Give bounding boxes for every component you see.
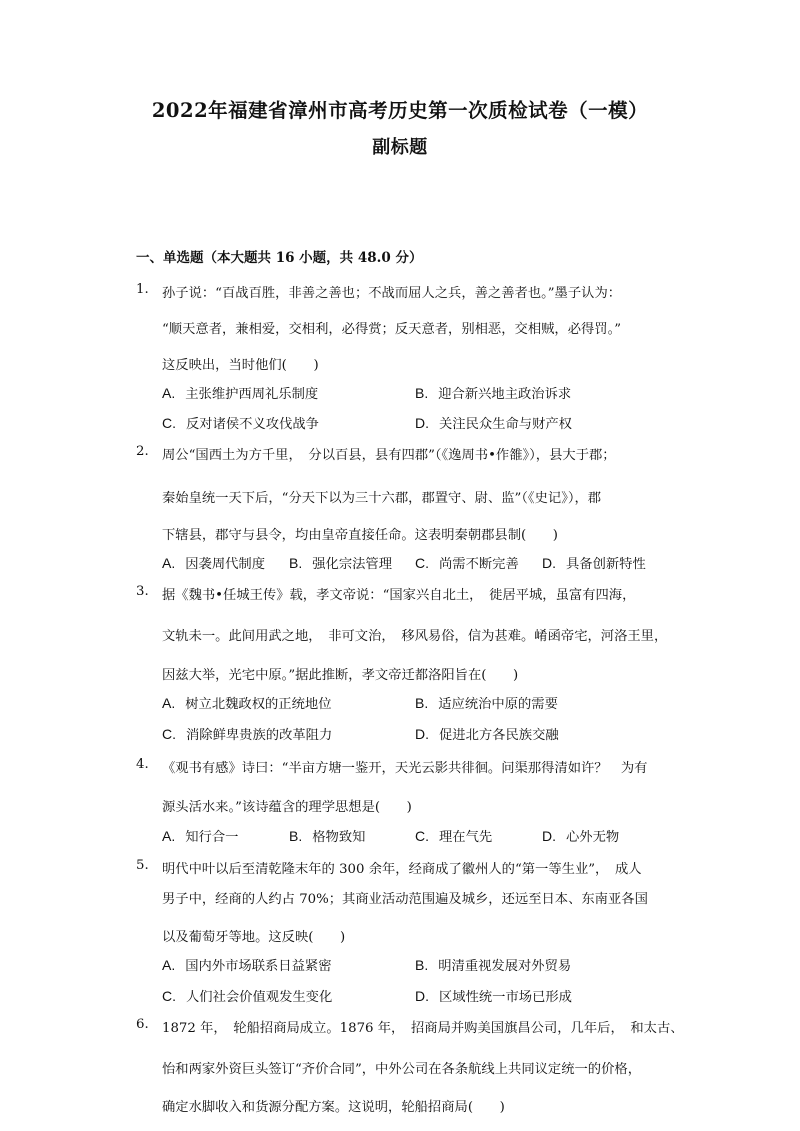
question-text-line: 男子中，经商的人约占 70%；其商业活动范围遍及城乡，还远至日本、东南亚各国 xyxy=(162,892,648,907)
option-letter: D. xyxy=(415,726,429,742)
question-text-line: 周公“国西土为方千里， 分以百县，县有四郡”（《逸周书•作雒》），县大于郡； xyxy=(162,448,616,463)
option-letter: D. xyxy=(542,828,556,844)
question-text-line: 因兹大举，光宅中原。”据此推断，孝文帝迁都洛阳旨在( ) xyxy=(162,668,519,683)
question-text-line: 确定水脚收入和货源分配方案。这说明，轮船招商局( ) xyxy=(162,1100,505,1115)
option-letter: C. xyxy=(415,828,429,844)
option-letter: C. xyxy=(162,988,176,1004)
option-letter: A. xyxy=(162,695,176,711)
option-text: 反对诸侯不义攻伐战争 xyxy=(186,417,319,432)
option-letter: A. xyxy=(162,828,176,844)
answer-option[interactable] xyxy=(542,553,646,572)
answer-option[interactable] xyxy=(415,383,571,402)
option-letter: C. xyxy=(162,415,176,431)
option-text: 适应统治中原的需要 xyxy=(438,697,558,712)
option-text: 树立北魏政权的正统地位 xyxy=(185,697,332,712)
answer-option[interactable] xyxy=(415,553,519,572)
option-letter: D. xyxy=(415,415,429,431)
option-text: 关注民众生命与财产权 xyxy=(439,417,572,432)
question-text-line: “顺天意者，兼相爱，交相利，必得赏；反天意者，别相恶，交相贼，必得罚。” xyxy=(162,322,622,337)
question-text-line: 怡和两家外资巨头签订“齐价合同”，中外公司在各条航线上共同议定统一的价格， xyxy=(162,1062,641,1077)
option-letter: A. xyxy=(162,957,176,973)
option-text: 因袭周代制度 xyxy=(185,557,266,572)
option-letter: B. xyxy=(415,695,429,711)
option-letter: B. xyxy=(289,828,303,844)
question-text-line: 孙子说：“百战百胜，非善之善也；不战而屈人之兵，善之善者也。”墨子认为： xyxy=(162,286,622,301)
question-text-line: 源头活水来。”该诗蕴含的理学思想是( ) xyxy=(162,800,412,815)
answer-option[interactable] xyxy=(162,553,265,572)
option-text: 强化宗法管理 xyxy=(312,557,393,572)
option-text: 格物致知 xyxy=(312,830,366,845)
answer-option[interactable] xyxy=(162,986,332,1005)
page-title: 2022年福建省漳州市高考历史第一次质检试卷（一模） xyxy=(151,99,649,122)
option-letter: A. xyxy=(162,385,176,401)
answer-option[interactable] xyxy=(162,413,319,432)
page-subtitle: 副标题 xyxy=(372,137,428,158)
question-text-line: 秦始皇统一天下后，“分天下以为三十六郡，郡置守、尉、监”（《史记》），郡 xyxy=(162,491,602,506)
answer-option[interactable] xyxy=(162,826,238,845)
option-letter: D. xyxy=(542,555,556,571)
answer-option[interactable] xyxy=(415,693,558,712)
question-number: 2. xyxy=(136,444,149,459)
option-text: 国内外市场联系日益紧密 xyxy=(185,959,332,974)
answer-option[interactable] xyxy=(162,955,332,974)
option-text: 人们社会价值观发生变化 xyxy=(186,990,333,1005)
option-text: 知行合一 xyxy=(185,830,239,845)
option-text: 明清重视发展对外贸易 xyxy=(438,959,572,974)
section-heading: 一、单选题（本大题共 16 小题，共 48.0 分） xyxy=(136,250,423,266)
question-number: 4. xyxy=(136,757,149,772)
option-text: 尚需不断完善 xyxy=(439,557,519,572)
question-number: 1. xyxy=(136,282,149,297)
option-letter: D. xyxy=(415,988,429,1004)
option-letter: B. xyxy=(415,957,429,973)
answer-option[interactable] xyxy=(415,826,492,845)
question-text-line: 《观书有感》诗曰：“半亩方塘一鉴开，天光云影共徘徊。问渠那得清如许？ 为有 xyxy=(162,761,648,776)
option-text: 区域性统一市场已形成 xyxy=(439,990,572,1005)
option-letter: B. xyxy=(415,385,429,401)
option-text: 消除鲜卑贵族的改革阻力 xyxy=(186,728,333,743)
answer-option[interactable] xyxy=(415,724,559,743)
option-text: 迎合新兴地主政治诉求 xyxy=(438,387,572,402)
answer-option[interactable] xyxy=(289,826,365,845)
question-text-line: 以及葡萄牙等地。这反映( ) xyxy=(162,930,346,945)
option-letter: B. xyxy=(289,555,303,571)
option-text: 促进北方各民族交融 xyxy=(439,728,559,743)
question-number: 3. xyxy=(136,584,149,599)
option-text: 理在气先 xyxy=(439,830,493,845)
answer-option[interactable] xyxy=(162,693,332,712)
answer-option[interactable] xyxy=(542,826,619,845)
question-text-line: 文轨未一。此间用武之地， 非可文治， 移风易俗，信为甚难。崤函帝宅，河洛王里， xyxy=(162,629,668,644)
question-text-line: 这反映出，当时他们( ) xyxy=(162,358,319,373)
answer-option[interactable] xyxy=(162,383,318,402)
option-letter: A. xyxy=(162,555,176,571)
answer-option[interactable] xyxy=(415,955,571,974)
question-text-line: 1872 年， 轮船招商局成立。1876 年， 招商局并购美国旗昌公司，几年后， 和太古、 xyxy=(162,1021,684,1036)
answer-option[interactable] xyxy=(415,413,572,432)
question-text-line: 据《魏书•任城王传》载，孝文帝说：“国家兴自北土， 徙居平城，虽富有四海， xyxy=(162,588,636,603)
question-text-line: 下辖县，郡守与县令，均由皇帝直接任命。这表明秦朝郡县制( ) xyxy=(162,528,558,543)
option-text: 具备创新特性 xyxy=(566,557,646,572)
answer-option[interactable] xyxy=(415,986,572,1005)
option-letter: C. xyxy=(415,555,429,571)
answer-option[interactable] xyxy=(289,553,392,572)
question-number: 5. xyxy=(136,858,149,873)
option-text: 主张维护西周礼乐制度 xyxy=(185,387,319,402)
option-text: 心外无物 xyxy=(566,830,620,845)
question-text-line: 明代中叶以后至清乾隆末年的 300 余年，经商成了徽州人的“第一等生业”， 成人 xyxy=(162,862,642,877)
question-number: 6. xyxy=(136,1017,149,1032)
answer-option[interactable] xyxy=(162,724,332,743)
option-letter: C. xyxy=(162,726,176,742)
